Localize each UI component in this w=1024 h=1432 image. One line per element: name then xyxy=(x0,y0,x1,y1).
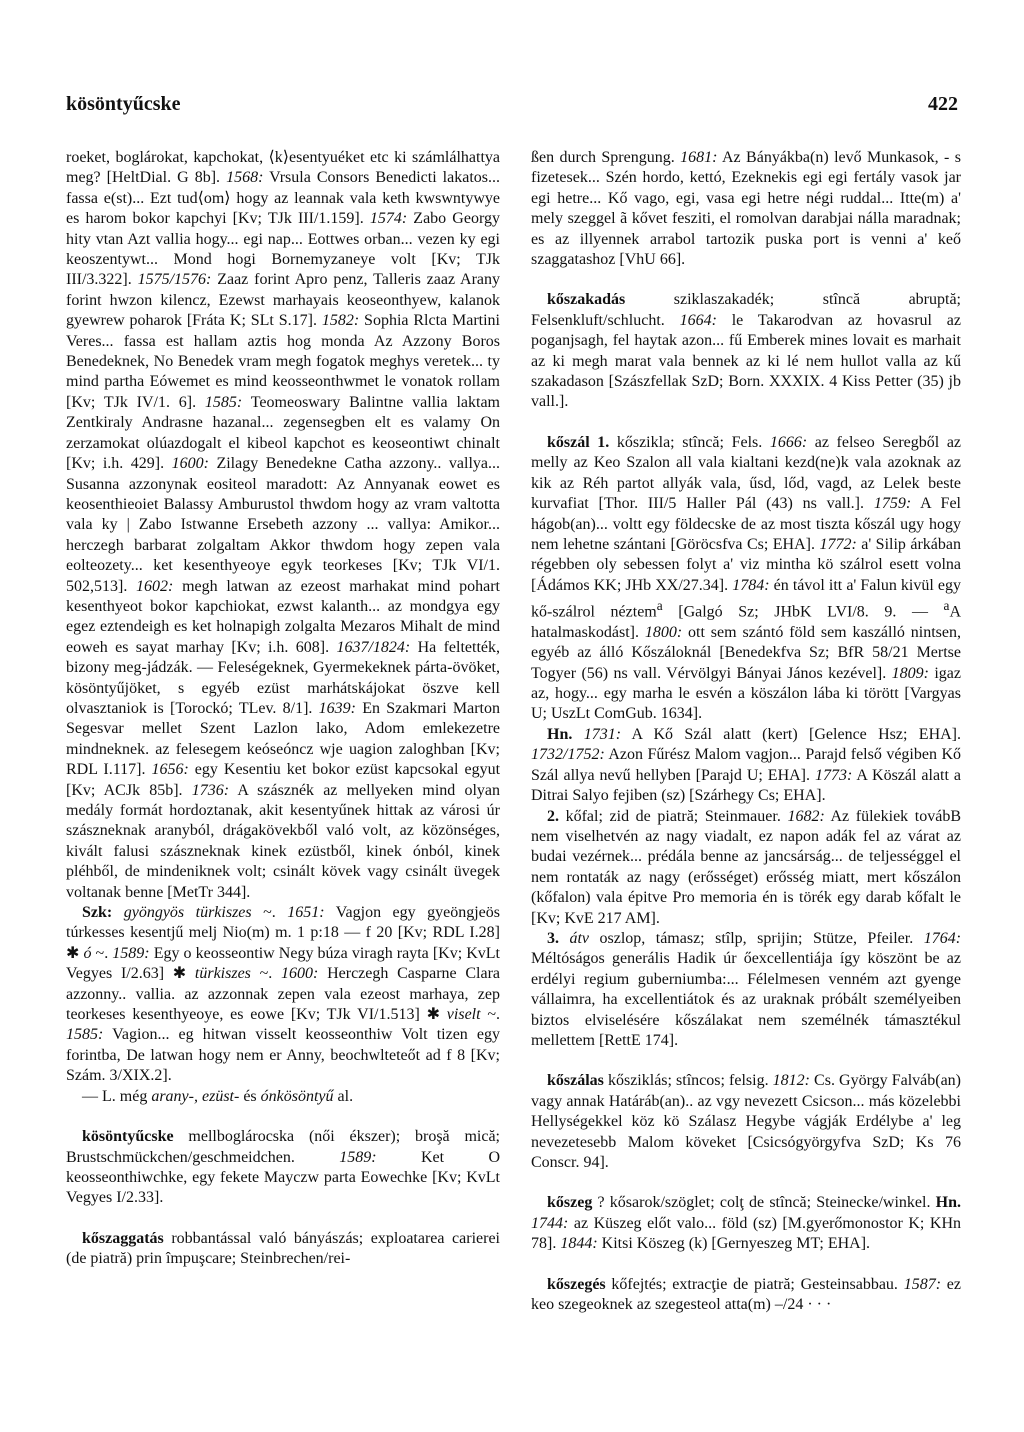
italic-text: 1600: xyxy=(171,455,209,473)
body-text: Zilagy Benedekne Catha azzony.. vallya... Susanna azzonynak eositeol maradott: Az Annyanak eowet es keosenthieoiet Balassy Amburustol thwdom hogy az vram valtotta vala ky | Zabo Istwanne Ersebeth azzony ... vallya: Amikor... herczegh barbarat zolgaltam Akkor thwdom hogy zepen vala eolteozety... ket kesenthyeoye egyk teorkeses [Kv; TJk VI/1. 502,513]. xyxy=(66,455,500,595)
italic-text: 1589: xyxy=(339,1148,377,1166)
dictionary-entry xyxy=(531,290,961,412)
italic-text: 1664: xyxy=(679,311,717,329)
body-text: [Galgó Sz; JHbK LVI/8. 9. — xyxy=(662,603,944,621)
body-text: Teomeoswary Balintne vallia laktam Zentkiraly Andrasne hazanal... zegensegben elt es valamy On zerzamokat olúazdogalt el kibeol kapchot es keoseontiwt chinalt [Kv; i.h. 429]. xyxy=(66,393,500,473)
italic-text: 1732/1752: xyxy=(531,746,605,764)
body-text: sziklaszakadék; stîncă abruptă; Felsenkluft/schlucht. xyxy=(531,291,961,329)
body-text xyxy=(572,726,583,743)
italic-text: 1651: xyxy=(287,904,325,922)
italic-text: 1585: xyxy=(66,1026,104,1044)
italic-text: 1582: xyxy=(321,312,360,330)
dictionary-entry xyxy=(66,1229,500,1270)
body-text xyxy=(559,930,569,947)
body-text: oszlop, támasz; stîlp, sprijin; Stütze, Pfeiler. xyxy=(589,929,924,947)
italic-text: 1800: xyxy=(644,623,683,641)
italic-text: 1585: xyxy=(204,393,243,411)
italic-text: türkiszes xyxy=(194,965,251,983)
headword: kőszakadás xyxy=(547,291,626,309)
superscript: a xyxy=(943,598,950,614)
headword: 3. xyxy=(547,929,559,947)
italic-text: 1772: xyxy=(819,535,857,553)
body-text: Cs. György Falváb(an) vagy annak Határáb(an).. az vgy nevezett Csicson... más közelebbi Hellységekkel köz kö Szálasz Hegybe vágják Erdélybe a' leg nevezetesebb Malom köveket [Csicsógyörgyfva SzD; Ks 76 Conscr. 94]. xyxy=(531,1072,961,1172)
italic-text: 1759: xyxy=(873,495,912,513)
superscript: a xyxy=(656,598,663,614)
body-text: ? kősarok/szöglet; colţ de stîncă; Steinecke/winkel. xyxy=(592,1194,936,1212)
italic-text: 1773: xyxy=(814,766,853,784)
italic-text: 1682: xyxy=(787,807,825,825)
headword: Hn. xyxy=(547,725,573,743)
italic-text: 1568: xyxy=(226,169,264,187)
headword: kőszaggatás xyxy=(82,1229,164,1247)
italic-text: 1812: xyxy=(772,1072,810,1090)
left-column xyxy=(66,148,500,1270)
body-text: kőfejtés; extracţie de piatră; Gesteinsabbau. xyxy=(605,1275,904,1293)
body-text: A hatalmaskodást]. xyxy=(531,603,962,641)
body-text: le Takarodvan az hovasrul az poganjsagh, fel haytak azon... fű Emberek mines lovait es marhait az ki megh marat vala bennek az ki lé nem hullot valla az kű szakadason [Szászfellak SzD; Born. XXXIX. 4 Kiss Petter (35) jb vall.]. xyxy=(531,311,961,411)
body-text: Méltóságos generális Hadik úr őexcellentiája így köszönt be az erdélyi regium guberniumba:... Félelmesen venném azt gyenge vállaimra, ha excellentiátok és az uraknak próbált személyeiben biztos elviselésére kőszálakat nem személnék támasztékul mellettem [RettE 174]. xyxy=(531,950,961,1049)
body-text: igaz az, hogy... egy marha le esvén a köszálon lába ki törött [Vargyas U; UszLt ComGub. 1634]. xyxy=(531,664,961,723)
italic-text: 1589: xyxy=(112,944,150,962)
body-text: ~. xyxy=(250,965,282,983)
italic-text: 1736: xyxy=(191,781,230,799)
body-text: Vagion... eg hitwan visselt keosseonthiw Volt tizen egy forintba, De latwan hogy nem er Anny, beochwlteteőt ad f 8 [Kv; Szám. 3/XIX.2]. xyxy=(66,1026,500,1085)
running-headword: kösöntyűcske xyxy=(66,93,181,115)
body-text: Sophia Rlcta Martini Veres... fassa est hallam aztis hog monda Az Azzony Boros Benedeknek, No Benedek vram megh fogatok meghys veretek... ty mind partha Eówemet es mind keosseonthwmet le vonatok rollam [Kv; TJk IV/1. 6]. xyxy=(66,312,501,411)
headword: Hn. xyxy=(935,1194,961,1212)
headword: Szk: xyxy=(82,904,113,922)
body-text: ~. xyxy=(251,904,288,922)
dictionary-entry xyxy=(531,1071,961,1173)
body-text: Ha feltették, bizony meg-jádzák. — Feleségeknek, Gyermekeknek párta-övöket, kösöntyűjöket, s egyéb ezüst marhátskájokat öszve kell olvasztaniok is [Torockó; TLev. 8/1]. xyxy=(66,638,500,717)
dictionary-entry xyxy=(66,1127,500,1209)
body-text: Vrsula Consors Benedicti lakatos... fassa e(st)... Ezt tud⟨om⟩ hogy az leannak vala keth kwswntywye es harom bokor kapchyi [Kv; TJk III/1.159]. xyxy=(66,169,500,228)
headword: kőszálas xyxy=(547,1072,604,1090)
italic-text: ó xyxy=(83,944,92,962)
italic-text: 1656: xyxy=(151,761,189,779)
headword: kőszegés xyxy=(547,1275,606,1293)
body-text: az felseo Seregből az melly az Keo Szalon all vala kialtani kezd(ne)k vala azoknak az kik az Réh partot allyák vala, űsd, lőd, vagd, az Lelek beste kurvafiat [Thor. III/5 Haller Pál (43) ns vall.]. xyxy=(531,433,962,513)
italic-text: 1600: xyxy=(281,965,319,983)
body-text xyxy=(112,904,123,921)
body-text: én távol itt a' Falun kivül egy kő-szálrol néztem xyxy=(531,576,961,621)
entry-paragraph xyxy=(531,148,961,270)
body-text: ott sem szántó föld sem kaszálló nintsen, egyéb az álló Kőszáloknál [Benedekfva Sz; BfR 58/21 Mertse Togyer (56) ns vall. Vérvölgyi Bányai János kezével]. xyxy=(531,623,961,682)
body-text: kőszikla; stîncă; Fels. xyxy=(609,433,770,451)
italic-text: ónkösöntyű xyxy=(260,1087,334,1105)
body-text: A Fel hágob(an)... voltt egy földecske de az most tiszta kőszál ugy hogy nem lehetne szántani [Göröcsfva Cs; EHA]. xyxy=(531,495,962,553)
right-column xyxy=(531,148,961,1315)
headword: kösöntyűcske xyxy=(82,1128,174,1146)
body-text: és xyxy=(239,1087,261,1105)
italic-text: átv xyxy=(569,929,590,947)
body-text: Kitsi Köszeg (k) [Gernyeszeg MT; EHA]. xyxy=(597,1235,871,1253)
dictionary-entry xyxy=(531,433,961,725)
headword: kőszál 1. xyxy=(547,433,610,451)
body-text: Zaaz forint Apro penz, Talleris zaaz Arany forint hwzon kilencz, Ezewst marhayais keoseonthyew, kalanok gyewrew poharok [Fráta K; SLt S.17]. xyxy=(66,271,500,330)
body-text: Herczegh Casparne Clara azzonny.. vallia. az azzonnak zepen vala ezeost marhaya, zep teorkeses kesenthyeoye, es eowe [Kv; TJk VI/1.513] ✱ xyxy=(66,965,501,1024)
body-text: kőfal; zid de piatră; Steinmauer. xyxy=(559,807,788,825)
body-text: az Küszeg előt valo... föld (sz) [M.gyerőmonostor K; KHn 78]. xyxy=(531,1214,961,1253)
body-text: Az fülekiek továbB nem viselhetvén az nagy viadalt, ez napon adák fel az várat az budai vezérnek... prédála benne az jancsárság... de teljességgel el nem rontaták az nagy (erősséget) erősség miatt, mert kőszálon (kőfalon) vala épitve Pro memoria én is törék egy darab kőfalt le [Kv; KvE 217 AM]. xyxy=(531,807,961,927)
body-text: mellboglárocska (női ékszer); broşă mică; Brustschmückchen/geschmeidchen. xyxy=(66,1128,500,1166)
italic-text: 1602: xyxy=(136,577,174,595)
body-text: kősziklás; stîncos; felsig. xyxy=(603,1072,773,1090)
body-text: Azon Fűrész Malom vagjon... Parajd felső végiben Kő Szál allya nevű hellyben [Parajd U; EHA]. xyxy=(531,746,961,784)
body-text: ßen durch Sprengung. xyxy=(531,149,681,166)
body-text: Ket O keosseonthiwchke, egy fekete Mayczw parta Eowechke [Kv; KvLt Vegyes I/2.33]. xyxy=(66,1148,500,1207)
body-text: A szásznék az mellyeken mind olyan medály formát hordoztanak, akit kesentyűnek hittak az városi úr szászneknak aranyból, drágakövekből való volt, az közönséges, kivált falusi szászneknak kinek ezüstből, kinek ónból, kinek pléhből, de mindeniknek volt; csinált kövek vagy csinált üvegek voltanak benne [MetTr 344]. xyxy=(66,781,500,901)
dictionary-entry xyxy=(531,1275,961,1316)
italic-text: 1681: xyxy=(680,149,718,166)
body-text: Egy o keosseontiw Negy búza viragh rayta [Kv; KvLt Vegyes I/2.63] ✱ xyxy=(66,944,501,983)
italic-text: 1744: xyxy=(531,1214,569,1232)
body-text: Vagjon egy gyeöngjeös túrkesses kesentjű melj Nio(m) m. 1 p:18 — f 20 [Kv; RDL I.28] ✱ xyxy=(66,904,501,962)
body-text: ~. xyxy=(480,1006,501,1024)
body-text: En Szakmari Marton Segesvar mellet Szent Lazlon lako, Adom emlekezetre mindneknek. az felesegem keóseóncz wje uagion zaloghban [Kv; RDL I.117]. xyxy=(66,699,500,779)
body-text: megh latwan az ezeost marhakat mind pohart kesenthyeot bokor kapchiokat, ezwst kalanth... az mondgya egy egez eztendeigh es ket holnapigh zolgalta Mezaros Mihalt de mind eoweh es sayat marhay [Kv; i.h. 608]. xyxy=(66,577,501,656)
italic-text: 1574: xyxy=(369,210,408,228)
italic-text: 1764: xyxy=(923,929,962,947)
italic-text: viselt xyxy=(446,1006,481,1024)
italic-text: gyöngyös türkiszes xyxy=(123,904,252,922)
entry-paragraph xyxy=(531,725,961,807)
italic-text: 1844: xyxy=(560,1235,598,1253)
body-text: ~. xyxy=(91,944,113,962)
italic-text: 1587: xyxy=(903,1275,942,1293)
entry-paragraph xyxy=(531,807,961,929)
italic-text: 1637/1824: xyxy=(336,638,411,656)
body-text: a' Silip árkában régebben oly sebessen folyt a' viz mintha kö szálrol esett volna [Ádámos KK; JHb XX/27.34]. xyxy=(531,535,961,594)
body-text: ez keo szegeoknek az szegesteol atta(m) –/24 · · · xyxy=(531,1275,962,1314)
body-text: Az Bányákba(n) levő Munkasok, - s fizetesek... Szén hordo, kettó, Ezeknekis egi egi fertály vasok jar egi hetre... Kő vago, egi, vasa egi hetre négi ruddal... Itte(m) a' mely szeggel ã kővet fesziti, el romolvan darabjai nálla maradnak; es az illyennek arrabol tartozik puska port is venni a' keő szaggatashoz [VhU 66]. xyxy=(531,149,962,269)
italic-text: 1731: xyxy=(583,725,622,743)
body-text: A Köszál alatt a Ditrai Salyo fejiben (sz) [Szárhegy Cs; EHA]. xyxy=(531,766,962,805)
body-text: — L. még xyxy=(82,1087,152,1105)
entry-paragraph xyxy=(66,148,500,903)
headword: 2. xyxy=(547,807,559,825)
body-text: al. xyxy=(333,1087,354,1105)
italic-text: 1666: xyxy=(769,433,808,451)
italic-text: 1809: xyxy=(891,664,929,682)
body-text: A Kő Szál alatt (kert) [Gelence Hsz; EHA]. xyxy=(621,725,961,743)
body-text: robbantással való bányászás; exploatarea carierei (de piatră) prin împuşcare; Steinbrechen/rei- xyxy=(66,1229,500,1268)
italic-text: arany-, ezüst- xyxy=(151,1087,240,1105)
italic-text: 1639: xyxy=(318,699,356,717)
running-header xyxy=(66,93,958,123)
entry-paragraph xyxy=(531,929,961,1051)
italic-text: 1784: xyxy=(732,576,770,594)
body-text: roeket, boglárokat, kapchokat, ⟨k⟩esentyuéket etc ki számlálhattya meg? [HeltDial. G 8b]. xyxy=(66,149,500,187)
headword: kőszeg xyxy=(547,1194,593,1212)
body-text: Zabo Georgy hity vtan Azt vallia hogy... egi nap... Eottwes orban... vezen ky egi keoszentywt... Mond hogi Bornemyzaneye volt [Kv; TJk III/3.322]. xyxy=(66,210,500,289)
italic-text: 1575/1576: xyxy=(137,271,212,289)
entry-paragraph xyxy=(66,1087,500,1107)
dictionary-entry xyxy=(531,1193,961,1254)
entry-paragraph xyxy=(66,903,500,1087)
body-text: egy Kesentiu ket bokor ezüst kapcsokal egyut [Kv; ACJk 85b]. xyxy=(66,761,501,799)
page-number: 422 xyxy=(928,93,958,115)
